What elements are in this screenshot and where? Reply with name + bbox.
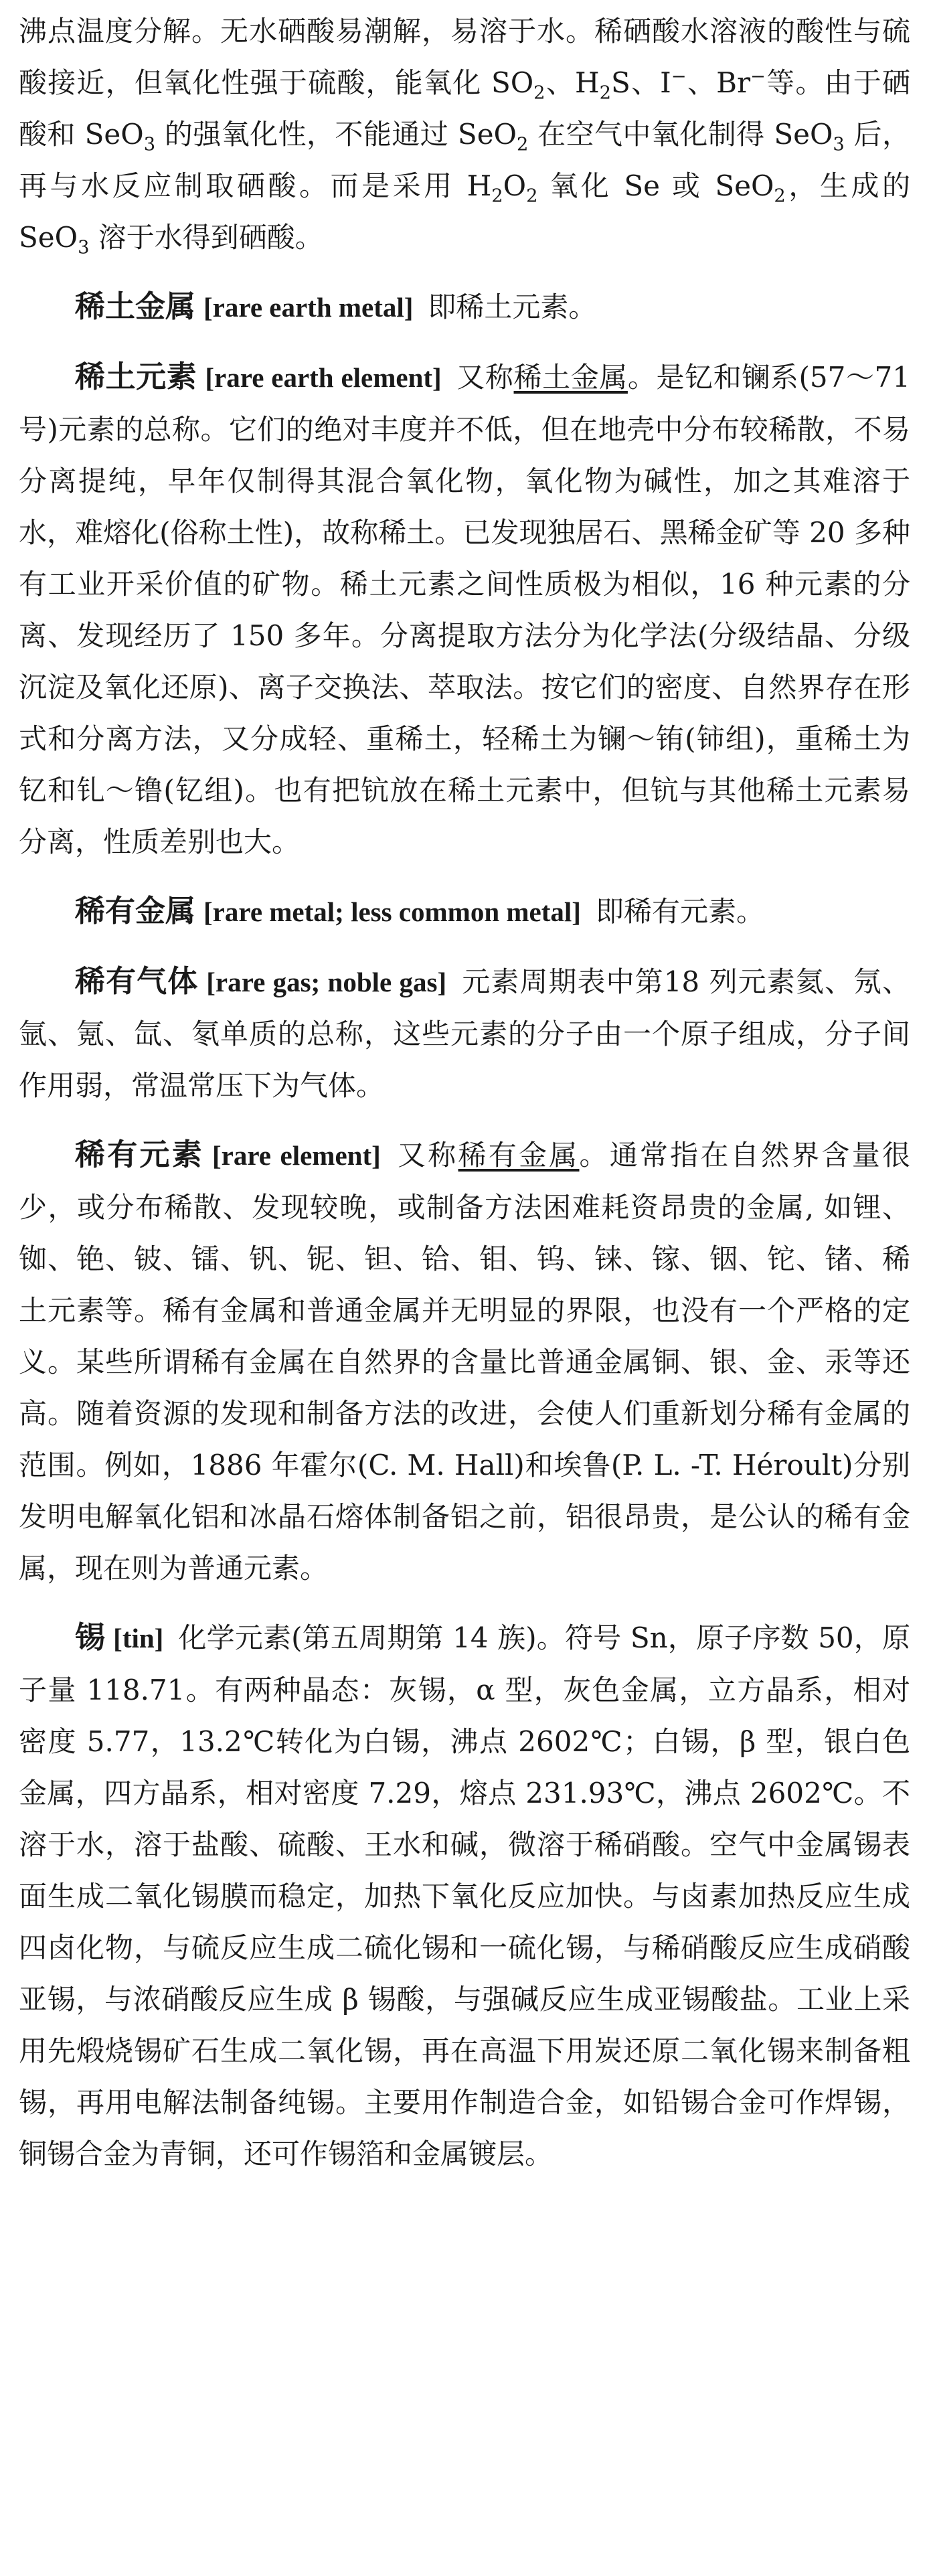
definition-text: 、H xyxy=(545,66,600,99)
entry-rare-element xyxy=(19,1129,910,1594)
definition-text: 在空气中氧化制得 SeO xyxy=(528,118,833,151)
definition-text: 即稀土元素。 xyxy=(428,291,597,323)
entry-term: 稀有金属 xyxy=(75,893,196,929)
definition-text: 元素周期表中第18 列元素氦、氖、氩、氪、氙、氡单质的总称，这些元素的分子由一个原子组成，分子间作用弱，常温常压下为气体。 xyxy=(19,965,910,1102)
definition-text: 。是钇和镧系(57～71 号)元素的总称。它们的绝对丰度并不低，但在地壳中分布较稀散，不易分离提纯，早年仅制得其混合氧化物，氧化物为碱性，加之其难溶于水，难熔化(俗称土性)，故称稀土。已发现独居石、黑稀金矿等 20 多种有工业开采价值的矿物。稀土元素之间性质极为相似，16 种元素的分离、发现经历了 150 多年。分离提取方法分为化学法(分级结晶、分级沉淀及氧化还原)、离子交换法、萃取法。按它们的密度、自然界存在形式和分离方法，又分成轻、重稀土，轻稀土为镧～铕(铈组)，重稀土为钇和钆～镥(钇组)。也有把钪放在稀土元素中，但钪与其他稀土元素易分离，性质差别也大。 xyxy=(19,361,910,858)
entry-term: 稀有元素 xyxy=(75,1137,204,1172)
subscript: 3 xyxy=(78,237,90,258)
entry-rare-gas xyxy=(19,955,910,1111)
definition-text: 即稀有元素。 xyxy=(595,895,764,928)
entry-english-term: [rare element] xyxy=(212,1140,381,1171)
subscript: 2 xyxy=(599,82,611,104)
subscript: 2 xyxy=(774,185,786,207)
entry-english-term: [tin] xyxy=(113,1623,164,1654)
entry-tin xyxy=(19,1611,910,2180)
definition-text: 的强氧化性，不能通过 SeO xyxy=(155,118,517,151)
definition-text: 、Br xyxy=(686,66,751,99)
definition-text: ，生成的 SeO xyxy=(19,169,910,254)
entry-continuation xyxy=(19,5,910,263)
definition-text: 后，再与水反应制取硒酸。而是采用 H xyxy=(19,118,910,202)
subscript: 2 xyxy=(526,185,538,207)
definition-text: 。通常指在自然界含量很少，或分布稀散、发现较晚，或制备方法困难耗资昂贵的金属, 如锂、铷、铯、铍、镭、钒、铌、钽、铪、钼、钨、铼、镓、铟、铊、锗、稀土元素等。稀有金属和普通金属并无明显的界限，也没有一个严格的定义。某些所谓稀有金属在自然界的含量比普通金属铜、银、金、汞等还高。随着资源的发现和制备方法的改进，会使人们重新划分稀有金属的范围。例如，1886 年霍尔(C. M. Hall)和埃鲁(P. L. -T. Héroult)分别发明电解氧化铝和冰晶石熔体制备铝之前，铝很昂贵，是公认的稀有金属，现在则为普通元素。 xyxy=(19,1139,910,1585)
definition-text: S、I xyxy=(610,66,671,99)
entry-term: 稀土金属 xyxy=(75,289,196,324)
subscript: 3 xyxy=(833,134,845,155)
entry-term: 稀土元素 xyxy=(75,359,197,394)
entry-english-term: [rare gas; noble gas] xyxy=(206,967,447,997)
definition-text: O xyxy=(503,169,527,202)
subscript: 2 xyxy=(516,134,529,155)
superscript: − xyxy=(671,66,687,87)
definition-text: 沸点温度分解。无水硒酸易潮解，易溶于水。稀硒酸水溶液的酸性与硫酸接近，但氧化性强于硫酸，能氧化 SO xyxy=(19,15,910,99)
definition-text: 化学元素(第五周期第 14 族)。符号 Sn，原子序数 50，原子量 118.71。有两种晶态：灰锡，α 型，灰色金属，立方晶系，相对密度 5.77，13.2℃转化为白锡，沸点 2602℃；白锡，β 型，银白色金属，四方晶系，相对密度 7.29，熔点 231.93℃，沸点 2602℃。不溶于水，溶于盐酸、硫酸、王水和碱，微溶于稀硝酸。空气中金属锡表面生成二氧化锡膜而稳定，加热下氧化反应加快。与卤素加热反应生成四卤化物，与硫反应生成二硫化锡和一硫化锡，与稀硝酸反应生成硝酸亚锡，与浓硝酸反应生成 β 锡酸，与强碱反应生成亚锡酸盐。工业上采用先煅烧锡矿石生成二氧化锡，再在高温下用炭还原二氧化锡来制备粗锡，再用电解法制备纯锡。主要用作制造合金，如铅锡合金可作焊锡，铜锡合金为青铜，还可作锡箔和金属镀层。 xyxy=(19,1621,910,2170)
definition-text: 氧化 Se 或 SeO xyxy=(537,169,774,202)
subscript: 2 xyxy=(491,185,503,207)
entry-rare-metal xyxy=(19,885,910,938)
definition-text: 等。由于硒酸和 SeO xyxy=(19,66,910,151)
entry-english-term: [rare metal; less common metal] xyxy=(203,896,581,927)
entry-english-term: [rare earth metal] xyxy=(203,292,414,323)
definition-text: 又称 xyxy=(395,1139,458,1172)
entry-english-term: [rare earth element] xyxy=(205,362,442,393)
entry-term: 稀有气体 xyxy=(75,963,199,999)
definition-text: 又称 xyxy=(456,361,514,394)
definition-text: 溶于水得到硒酸。 xyxy=(89,221,323,254)
superscript: − xyxy=(750,66,766,87)
cross-reference-link[interactable]: 稀有金属 xyxy=(458,1139,580,1172)
subscript: 3 xyxy=(143,134,156,155)
entry-rare-earth-element xyxy=(19,351,910,868)
subscript: 2 xyxy=(533,82,545,104)
cross-reference-link[interactable]: 稀土金属 xyxy=(513,361,628,394)
entry-term: 锡 xyxy=(75,1619,106,1655)
entry-rare-earth-metal xyxy=(19,280,910,333)
